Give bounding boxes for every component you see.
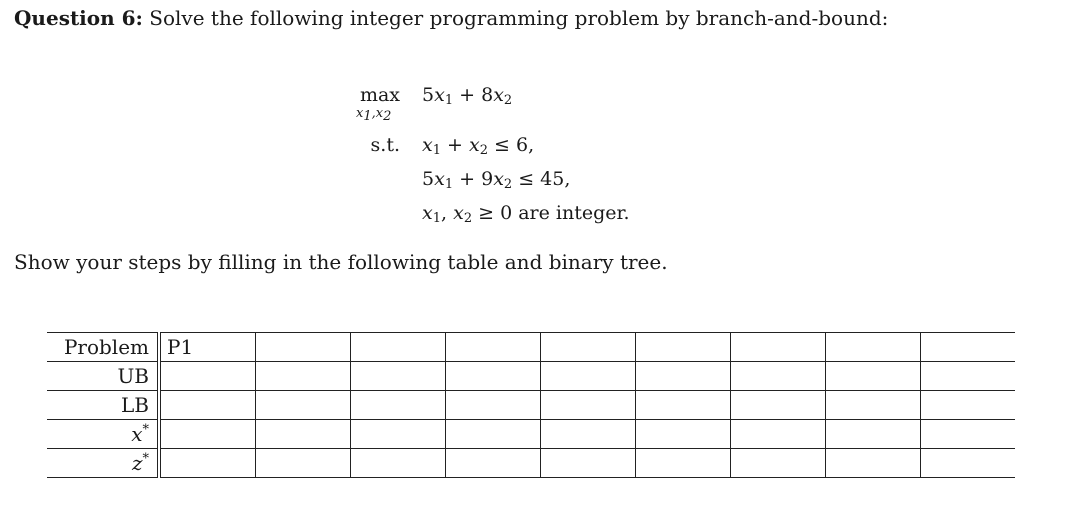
table-cell[interactable]: [256, 420, 351, 449]
table-cell[interactable]: [446, 333, 541, 362]
table-cell[interactable]: [826, 333, 921, 362]
table-cell[interactable]: [159, 420, 256, 449]
table-cell[interactable]: [636, 391, 731, 420]
table-cell[interactable]: [731, 420, 826, 449]
table-cell[interactable]: [159, 391, 256, 420]
table-cell[interactable]: [541, 391, 636, 420]
question-heading: [14, 6, 888, 30]
table-cell[interactable]: [256, 333, 351, 362]
table-cell[interactable]: [541, 333, 636, 362]
table-cell[interactable]: [826, 391, 921, 420]
table-cell[interactable]: [636, 449, 731, 478]
objective-row: [340, 84, 940, 124]
table-cell[interactable]: [256, 391, 351, 420]
table-cell[interactable]: [826, 420, 921, 449]
table-cell[interactable]: [351, 449, 446, 478]
table-cell[interactable]: [826, 449, 921, 478]
table-cell[interactable]: [731, 391, 826, 420]
table-cell[interactable]: [541, 362, 636, 391]
table-cell[interactable]: [351, 362, 446, 391]
st-label: s.t.: [370, 134, 400, 156]
table-cell[interactable]: [731, 333, 826, 362]
table-cell[interactable]: [256, 449, 351, 478]
table-row: [47, 391, 1015, 420]
question-number: Question 6:: [14, 6, 143, 30]
table-cell[interactable]: [351, 333, 446, 362]
constraint-3: $x_1$, $x_2 \ge 0$ are integer.: [422, 202, 630, 226]
table-cell[interactable]: [446, 420, 541, 449]
table-cell[interactable]: [731, 449, 826, 478]
row-header: LB: [47, 391, 159, 420]
table-cell[interactable]: [921, 362, 1016, 391]
question-text: Solve the following integer programming problem by branch-and-bound:: [149, 6, 889, 30]
table-row: [47, 333, 1015, 362]
table-cell[interactable]: P1: [159, 333, 256, 362]
table-cell[interactable]: [351, 391, 446, 420]
instruction-text: Show your steps by filling in the following table and binary tree.: [14, 250, 668, 274]
table-cell[interactable]: [446, 362, 541, 391]
row-header: Problem: [47, 333, 159, 362]
table-cell[interactable]: [921, 333, 1016, 362]
objective-label: max: [359, 84, 400, 106]
table-cell[interactable]: [159, 449, 256, 478]
table-cell[interactable]: [636, 420, 731, 449]
row-header: UB: [47, 362, 159, 391]
branch-and-bound-table: [47, 332, 1015, 478]
constraint-1: $x_1 + x_2 \le 6$,: [422, 134, 535, 158]
table-cell[interactable]: [256, 362, 351, 391]
table-cell[interactable]: [636, 362, 731, 391]
table-cell[interactable]: [541, 420, 636, 449]
table-cell[interactable]: [351, 420, 446, 449]
table-row: [47, 449, 1015, 478]
objective-vars: $x_1,x_2$: [356, 106, 392, 124]
table-cell[interactable]: [159, 362, 256, 391]
table-cell[interactable]: [921, 449, 1016, 478]
table-cell[interactable]: [826, 362, 921, 391]
table-row: [47, 362, 1015, 391]
table-cell[interactable]: [541, 449, 636, 478]
table-cell[interactable]: [446, 391, 541, 420]
row-header: z*: [47, 449, 159, 478]
table-row: [47, 420, 1015, 449]
row-header: x*: [47, 420, 159, 449]
objective-expression: $5x_1 + 8x_2$: [422, 84, 513, 108]
table-cell[interactable]: [731, 362, 826, 391]
table-cell[interactable]: [921, 391, 1016, 420]
constraint-2: $5x_1 + 9x_2 \le 45$,: [422, 168, 571, 192]
table-cell[interactable]: [636, 333, 731, 362]
table-cell[interactable]: [921, 420, 1016, 449]
table-cell[interactable]: [446, 449, 541, 478]
